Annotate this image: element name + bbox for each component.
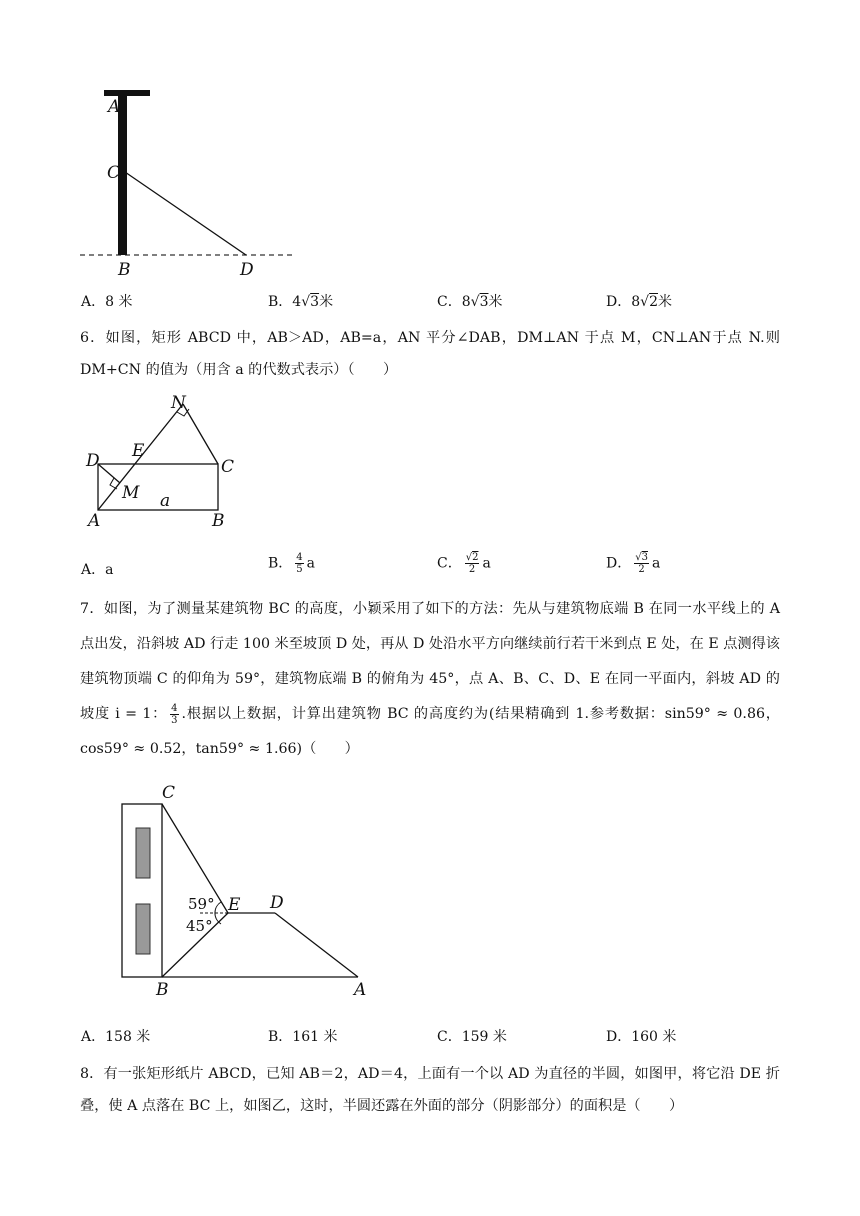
q6-option-d: D． $\frac{√3}{2}$ a — [606, 552, 661, 575]
label-c: C — [221, 457, 235, 477]
window-lower — [136, 904, 150, 954]
q5-option-a: A．8 米 — [81, 294, 133, 310]
label-side-a: a — [160, 491, 171, 511]
label-m: M — [122, 483, 140, 503]
q7-figure — [110, 782, 380, 1002]
label-d: D — [270, 893, 284, 913]
window-upper — [136, 828, 150, 878]
q6-text: 6．如图，矩形 ABCD 中，AB＞AD，AB=a，AN 平分∠DAB，DM⊥AN 于点 M，CN⊥AN于点 N.则 DM+CN 的值为（用含 a 的代数式表示）（ ） — [80, 330, 780, 378]
label-c: C — [107, 163, 121, 183]
label-a: A — [88, 511, 101, 531]
q7-option-d: D．160 米 — [606, 1029, 677, 1045]
label-a: A — [108, 97, 121, 117]
label-a: A — [354, 980, 367, 1000]
q7-text: 7．如图，为了测量某建筑物 BC 的高度，小颖采用了如下的方法：先从与建筑物底端 B 在同一水平线上的 A 点出发，沿斜坡 AD 行走 100 米至坡顶 D 处，再从 D 处沿水平方向继续前行若干米到点 E 处，在 E 点测得该建筑物顶端 C 的仰角为 59°，建筑物底端 B 的俯角为 45°，点 A、B、C、D、E 在同一平面内，斜坡 AD 的坡度 i = 1： $\frac{4}{3}$ .根据以上数据，计算出建筑物 BC 的高度约为(结果精确到 1.参考数据：sin59° ≈ 0.86，cos59° ≈ 0.52，tan59° ≈ 1.66)（ ） — [80, 601, 780, 757]
label-b: B — [118, 260, 131, 280]
label-angle-59: 59° — [188, 895, 215, 913]
slope-da — [275, 913, 358, 977]
label-b: B — [156, 980, 169, 1000]
q7-option-b: B．161 米 — [268, 1029, 338, 1045]
segment-cn — [183, 404, 218, 464]
q6-figure — [80, 386, 250, 534]
label-d: D — [240, 260, 254, 280]
segment-dm — [98, 464, 120, 483]
label-b: B — [212, 511, 225, 531]
q5-option-b: B．4√3米 — [268, 294, 334, 310]
q8-text: 8．有一张矩形纸片 ABCD，已知 AB＝2，AD＝4，上面有一个以 AD 为直径的半圆，如图甲，将它沿 DE 折叠，使 A 点落在 BC 上，如图乙，这时，半圆还露在外面的部分（阴影部分）的面积是（ ） — [80, 1066, 780, 1114]
pole-top-bar — [104, 90, 150, 96]
label-c: C — [162, 783, 176, 803]
label-d: D — [86, 451, 100, 471]
q7-option-a: A．158 米 — [81, 1029, 151, 1045]
q5-figure — [80, 80, 310, 280]
label-angle-45: 45° — [186, 917, 213, 935]
label-e: E — [132, 441, 145, 461]
q7-option-c: C．159 米 — [437, 1029, 507, 1045]
label-e: E — [228, 895, 241, 915]
q5-option-d: D．8√2米 — [606, 294, 672, 310]
q5-option-c: C．8√3米 — [437, 294, 503, 310]
q6-option-b: B． $\frac{4}{5}$ a — [268, 552, 316, 575]
q6-option-a: A．a — [81, 562, 114, 578]
label-n: N — [171, 393, 186, 413]
q6-option-c: C． $\frac{√2}{2}$ a — [437, 552, 491, 575]
segment-cd — [125, 172, 246, 255]
